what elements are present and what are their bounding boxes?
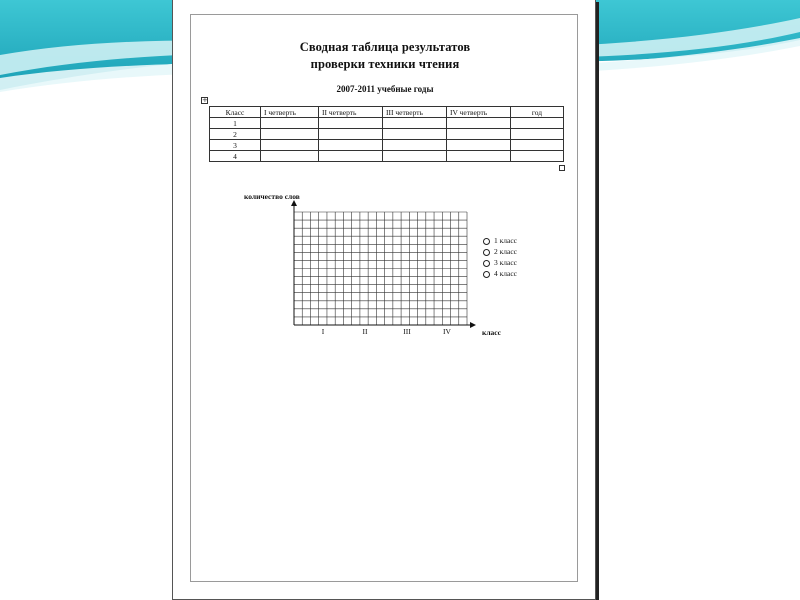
header-quarter-1: I четверть bbox=[261, 107, 319, 118]
header-quarter-2: II четверть bbox=[319, 107, 383, 118]
chart-grid bbox=[294, 212, 467, 325]
legend-item: 1 класс bbox=[483, 235, 517, 246]
header-quarter-4: IV четверть bbox=[447, 107, 511, 118]
chart bbox=[173, 0, 597, 600]
x-tick-label: IV bbox=[443, 327, 451, 336]
document-page bbox=[172, 0, 596, 600]
document-subtitle: 2007-2011 учебные годы bbox=[336, 84, 434, 94]
x-tick-label: III bbox=[403, 327, 411, 336]
header-quarter-3: III четверть bbox=[383, 107, 447, 118]
legend-item: 3 класс bbox=[483, 257, 517, 268]
x-tick-label: II bbox=[362, 327, 368, 336]
legend-marker-icon bbox=[483, 249, 490, 256]
row-label: 3 bbox=[210, 140, 261, 151]
row-label: 2 bbox=[210, 129, 261, 140]
x-axis-label: класс bbox=[482, 328, 501, 337]
document-title-line-1: Сводная таблица результатов bbox=[299, 40, 471, 54]
legend-marker-icon bbox=[483, 260, 490, 267]
y-axis-label: количество слов bbox=[244, 192, 300, 201]
row-label: 1 bbox=[210, 118, 261, 129]
document-title-line-2: проверки техники чтения bbox=[310, 57, 460, 71]
legend-item: 2 класс bbox=[483, 246, 517, 257]
header-year: год bbox=[511, 107, 564, 118]
table-move-handle-icon[interactable]: + bbox=[202, 96, 208, 104]
x-tick-label: I bbox=[321, 327, 325, 336]
legend-marker-icon bbox=[483, 238, 490, 245]
legend-marker-icon bbox=[483, 271, 490, 278]
row-label: 4 bbox=[210, 151, 261, 162]
legend-item: 4 класс bbox=[483, 268, 517, 279]
header-class: Класс bbox=[210, 107, 261, 118]
chart-legend bbox=[483, 235, 517, 279]
